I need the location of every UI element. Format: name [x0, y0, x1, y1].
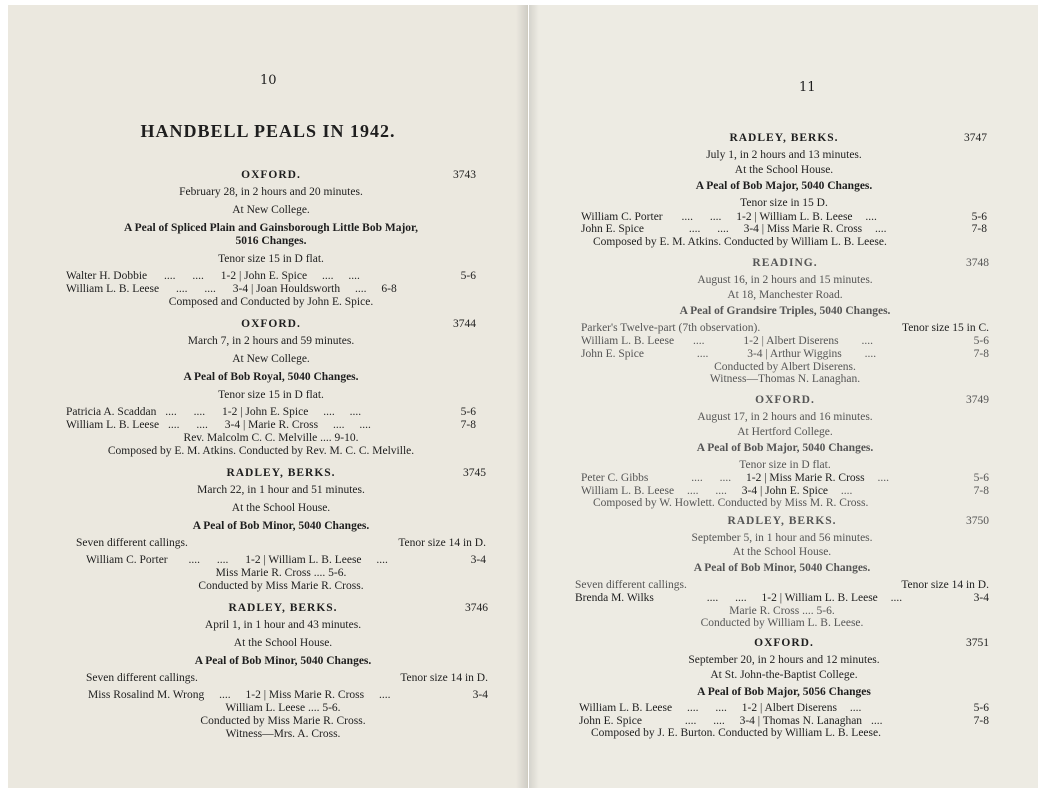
peal-number: 3748 [966, 257, 989, 269]
leader-dots: .... [686, 702, 699, 714]
leader-dots: .... [864, 348, 877, 360]
peal-tenor: Tenor size in D flat. [739, 459, 831, 471]
page-number-left: 10 [260, 73, 277, 88]
leader-dots: .... [219, 689, 231, 701]
peal-date: April 1, in 1 hour and 43 minutes. [204, 619, 362, 631]
peal-tenor: Tenor size in 15 D. [740, 197, 828, 209]
leader-dots: .... [875, 223, 887, 235]
leader-dots: .... [865, 211, 877, 223]
peal-entry-3746 [78, 602, 488, 747]
peal-changes: 5016 Changes. [235, 235, 307, 247]
bells: 5-6 [973, 702, 989, 714]
leader-dots: .... [890, 592, 903, 604]
left-page [8, 5, 528, 788]
peal-venue: At 18, Manchester Road. [727, 289, 843, 301]
leader-dots: .... [870, 715, 883, 727]
leader-dots: .... [359, 419, 371, 431]
ringer-row [581, 348, 876, 361]
peal-method: A Peal of Bob Royal, 5040 Changes. [183, 371, 359, 383]
ringer-name: William L. B. Leese [66, 419, 160, 431]
page-number-right: 11 [799, 80, 816, 95]
peal-place: READING. [752, 257, 818, 269]
ringer-row [88, 689, 390, 702]
ringer-row [581, 472, 889, 485]
ringer-bells: 1-2 | John E. Spice [222, 406, 309, 418]
ringer-bells: 3-4 | Marie R. Cross [224, 419, 319, 431]
peal-method: A Peal of Bob Minor, 5040 Changes. [693, 562, 871, 574]
leader-dots: .... [717, 223, 729, 235]
ringer-bells: 1-2 | John E. Spice [220, 270, 308, 282]
peal-callings: Seven different callings. [76, 537, 188, 549]
peal-place: RADLEY, BERKS. [228, 602, 338, 614]
peal-date: March 7, in 2 hours and 59 minutes. [187, 335, 355, 347]
peal-venue: At the School House. [734, 164, 834, 176]
peal-place: OXFORD. [241, 318, 301, 330]
leader-dots: .... [192, 270, 204, 282]
leader-dots: .... [355, 283, 367, 295]
bells: 7-8 [973, 348, 989, 360]
peal-footer: Marie R. Cross .... 5-6. [729, 605, 835, 617]
peal-footer: Witness—Mrs. A. Cross. [225, 728, 341, 740]
leader-dots: .... [165, 406, 177, 418]
ringer-row [575, 592, 902, 605]
bells: 5-6 [973, 472, 989, 484]
leader-dots: .... [175, 283, 188, 295]
peal-footer: William L. Leese .... 5-6. [225, 702, 341, 714]
ringer-row [66, 283, 397, 296]
peal-place: RADLEY, BERKS. [727, 515, 837, 527]
peal-place: OXFORD. [241, 169, 301, 181]
peal-place: OXFORD. [754, 637, 814, 649]
ringer-name: Peter C. Gibbs [581, 472, 649, 484]
ringer-bells: 1-2 | William L. B. Leese [761, 592, 878, 604]
peal-method: A Peal of Grandsire Triples, 5040 Changes. [679, 305, 891, 317]
peal-venue: At the School House. [231, 502, 331, 514]
peal-number: 3746 [465, 602, 488, 614]
leader-dots: .... [321, 270, 334, 282]
leader-dots: .... [216, 554, 229, 566]
ringer-bells: 3-4 | Joan Houldsworth [232, 283, 341, 295]
peal-method: A Peal of Bob Major, 5040 Changes. [695, 180, 873, 192]
ringer-name: William L. B. Leese [66, 283, 160, 295]
bells: 7-8 [460, 419, 476, 431]
bells: 7-8 [971, 223, 987, 235]
leader-dots: .... [204, 283, 216, 295]
ringer-name: Miss Rosalind M. Wrong [88, 689, 205, 701]
peal-method: A Peal of Bob Major, 5056 Changes [697, 686, 871, 698]
peal-date: March 22, in 1 hour and 51 minutes. [197, 484, 365, 496]
leader-dots: .... [188, 554, 200, 566]
peal-footer: Conducted by Miss Marie R. Cross. [198, 580, 364, 592]
peal-callings: Seven different callings. [575, 579, 687, 591]
peal-venue: At the School House. [233, 637, 333, 649]
leader-dots: .... [715, 702, 727, 714]
ringer-bells: 1-2 | Miss Marie R. Cross [245, 689, 365, 701]
leader-dots: .... [686, 485, 699, 497]
bells: 7-8 [973, 715, 989, 727]
peal-number: 3745 [463, 467, 486, 479]
leader-dots: .... [713, 715, 725, 727]
leader-dots: .... [840, 485, 853, 497]
peal-number: 3747 [964, 132, 987, 144]
peal-method: A Peal of Spliced Plain and Gainsborough Little Bob Major, [124, 222, 418, 234]
peal-entry-3751 [579, 637, 989, 755]
peal-entry-3744 [66, 318, 476, 458]
leader-dots: .... [378, 689, 391, 701]
peal-footer: Composed by W. Howlett. Conducted by Miss M. R. Cross. [593, 497, 869, 509]
ringer-name: William C. Porter [581, 211, 663, 223]
leader-dots: .... [193, 406, 206, 418]
peal-tenor: Tenor size 15 in D flat. [218, 253, 324, 265]
ringer-bells: 1-2 | William L. B. Leese [736, 211, 853, 223]
ringer-bells: 1-2 | Albert Diserens [743, 335, 839, 347]
peal-venue: At New College. [232, 204, 310, 216]
peal-date: August 16, in 2 hours and 15 minutes. [697, 274, 873, 286]
ringer-name: William C. Porter [86, 554, 168, 566]
peal-number: 3744 [453, 318, 476, 330]
leader-dots: .... [196, 419, 208, 431]
leader-dots: .... [688, 223, 701, 235]
peal-entry-3750 [575, 515, 989, 633]
ringer-row [581, 223, 887, 236]
peal-footer: Composed by E. M. Atkins. Conducted by Rev. M. C. C. Melville. [107, 445, 415, 457]
leader-dots: .... [692, 335, 705, 347]
bells: 5-6 [460, 270, 476, 282]
peal-place: OXFORD. [755, 394, 815, 406]
peal-tenor: Tenor size 15 in D flat. [218, 389, 324, 401]
leader-dots: .... [735, 592, 747, 604]
peal-entry-3748 [581, 257, 989, 389]
peal-method: A Peal of Bob Major, 5040 Changes. [696, 442, 874, 454]
leader-dots: .... [877, 472, 889, 484]
ringer-name: John E. Spice [581, 348, 644, 360]
peal-venue: At the School House. [732, 546, 832, 558]
bells: 5-6 [973, 335, 989, 347]
leader-dots: .... [706, 592, 719, 604]
ringer-row [66, 270, 360, 283]
ringer-name: John E. Spice [581, 223, 644, 235]
leader-dots: .... [684, 715, 697, 727]
peal-tenor: Tenor size 14 in D. [400, 672, 488, 684]
peal-method: A Peal of Bob Minor, 5040 Changes. [192, 520, 370, 532]
peal-place: RADLEY, BERKS. [729, 132, 839, 144]
leader-dots: .... [709, 211, 722, 223]
leader-dots: .... [332, 419, 345, 431]
peal-date: February 28, in 2 hours and 20 minutes. [179, 186, 363, 198]
ringer-name: Walter H. Dobbie [66, 270, 148, 282]
ringer-bells: 1-2 | Miss Marie R. Cross [746, 472, 865, 484]
peal-number: 3751 [966, 637, 989, 649]
leader-dots: .... [349, 406, 362, 418]
peal-footer: Conducted by William L. B. Leese. [700, 617, 864, 629]
ringer-name: William L. B. Leese [581, 335, 675, 347]
ringer-name: William L. B. Leese [581, 485, 675, 497]
peal-method: A Peal of Bob Minor, 5040 Changes. [194, 655, 372, 667]
peal-date: August 17, in 2 hours and 16 minutes. [697, 411, 873, 423]
ringer-bells: 3-4 | John E. Spice [741, 485, 829, 497]
ringer-bells: 3-4 | Miss Marie R. Cross [743, 223, 863, 235]
peal-tenor: Tenor size 15 in C. [901, 322, 989, 334]
peal-place: RADLEY, BERKS. [226, 467, 336, 479]
bells: 3-4 [472, 689, 488, 701]
peal-entry-3745 [76, 467, 486, 592]
ringer-row [86, 554, 388, 567]
peal-date: July 1, in 2 hours and 13 minutes. [706, 149, 862, 161]
bells: 3-4 [973, 592, 989, 604]
peal-number: 3749 [966, 394, 989, 406]
ringer-row [66, 406, 361, 419]
peal-entry-3743 [66, 169, 476, 309]
bells: 5-6 [971, 211, 987, 223]
leader-dots: .... [376, 554, 388, 566]
bells: 5-6 [460, 406, 476, 418]
right-page [529, 5, 1038, 788]
leader-dots: .... [719, 472, 732, 484]
peal-venue: At New College. [232, 353, 310, 365]
ringer-name: Brenda M. Wilks [575, 592, 654, 604]
peal-footer: Composed by E. M. Atkins. Conducted by William L. B. Leese. [593, 236, 887, 248]
peal-footer: Rev. Malcolm C. C. Melville .... 9-10. [183, 432, 359, 444]
peal-date: September 5, in 1 hour and 56 minutes. [691, 532, 873, 544]
peal-date: September 20, in 2 hours and 12 minutes. [688, 654, 880, 666]
ringer-name: John E. Spice [579, 715, 642, 727]
ringer-name: William L. B. Leese [579, 702, 673, 714]
page-title: HANDBELL PEALS IN 1942. [140, 121, 396, 141]
ringer-bells: 3-4 | Thomas N. Lanaghan [739, 715, 863, 727]
ringer-bells: 3-4 | Arthur Wiggins [747, 348, 842, 360]
ringer-row [579, 702, 861, 715]
bells: 7-8 [973, 485, 989, 497]
peal-entry-3747 [581, 132, 987, 257]
ringer-row [66, 419, 371, 432]
ringer-row [581, 335, 873, 348]
leader-dots: .... [691, 472, 703, 484]
peal-footer: Conducted by Miss Marie R. Cross. [200, 715, 366, 727]
peal-footer: Composed and Conducted by John E. Spice. [168, 296, 374, 308]
peal-number: 3743 [453, 169, 476, 181]
peal-number: 3750 [966, 515, 989, 527]
peal-tenor: Tenor size 14 in D. [901, 579, 989, 591]
ringer-name: Patricia A. Scaddan [66, 406, 157, 418]
peal-entry-3749 [581, 394, 989, 512]
leader-dots: .... [348, 270, 360, 282]
leader-dots: .... [323, 406, 335, 418]
peal-footer: Composed by J. E. Burton. Conducted by William L. B. Leese. [591, 727, 881, 739]
peal-venue: At St. John-the-Baptist College. [710, 669, 858, 681]
peal-callings: Parker's Twelve-part (7th observation). [581, 322, 761, 334]
book-spread [8, 5, 1038, 788]
peal-footer: Conducted by Albert Diserens. [714, 361, 856, 373]
peal-callings: Seven different callings. [86, 672, 198, 684]
leader-dots: .... [849, 702, 862, 714]
ringer-bells: 1-2 | William L. B. Leese [245, 554, 362, 566]
peal-venue: At Hertford College. [737, 426, 833, 438]
leader-dots: .... [696, 348, 709, 360]
leader-dots: .... [861, 335, 873, 347]
leader-dots: 6-8 [381, 283, 397, 295]
leader-dots: .... [167, 419, 180, 431]
gutter-shadow [529, 5, 539, 788]
peal-footer: Miss Marie R. Cross .... 5-6. [215, 567, 347, 579]
leader-dots: .... [681, 211, 693, 223]
peal-tenor: Tenor size 14 in D. [398, 537, 486, 549]
bells: 3-4 [470, 554, 486, 566]
leader-dots: .... [715, 485, 727, 497]
peal-footer: Witness—Thomas N. Lanaghan. [709, 373, 861, 385]
ringer-bells: 1-2 | Albert Diserens [741, 702, 837, 714]
leader-dots: .... [164, 270, 176, 282]
